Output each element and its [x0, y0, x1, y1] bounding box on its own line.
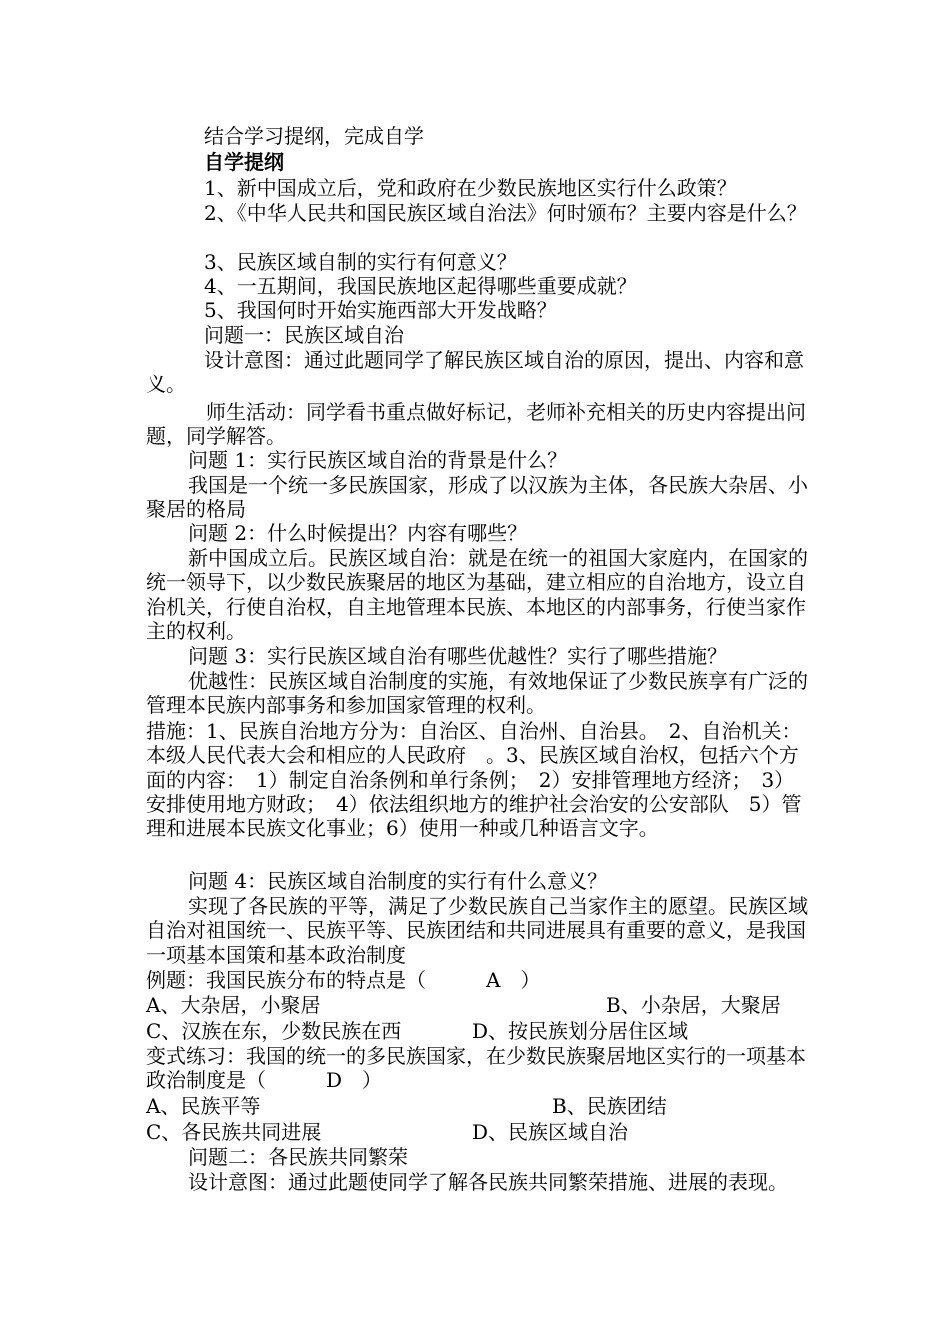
example-stem: 例题：我国民族分布的特点是（ A ）	[146, 968, 541, 992]
problem1-q4: 问题 4：民族区域自治制度的实行有什么意义？	[188, 869, 608, 893]
example-options-row-2	[146, 1019, 810, 1043]
problem1-a4: 实现了各民族的平等，满足了少数民族自己当家作主的愿望。民族区域自治对祖国统一、民族平等、民族团结和共同进展具有重要的意义，是我国一项基本国策和基本政治制度	[146, 894, 808, 967]
variant-option-d: D、民族区域自治	[472, 1120, 629, 1144]
problem1-measures: 措施：1、民族自治地方分为：自治区、自治州、自治县。 2、自治机关：本级人民代表大会和相应的人民政府 。3、民族区域自治权，包括六个方面的内容： 1）制定自治条例和单行条例； 2）安排管理地方经济； 3）安排使用地方财政； 4）依法组织地方的维护社会治安的公安部队 5）管理和进展本民族文化事业；6）使用一种或几种语言文字。	[146, 719, 802, 841]
example-options-row-1	[146, 993, 810, 1017]
example-option-a: A、大杂居，小聚居	[146, 993, 321, 1017]
problem2-design: 设计意图：通过此题使同学了解各民族共同繁荣措施、进展的表现。	[188, 1170, 788, 1194]
problem1-a3: 优越性：民族区域自治制度的实施，有效地保证了少数民族享有广泛的管理本民族内部事务和参加国家管理的权利。	[146, 669, 808, 718]
variant-option-c: C、各民族共同进展	[146, 1120, 322, 1144]
outline-q4: 4、一五期间，我国民族地区起得哪些重要成就？	[204, 274, 637, 298]
problem1-design: 设计意图：通过此题同学了解民族区域自治的原因，提出、内容和意义。	[146, 348, 804, 397]
variant-options-row-1	[146, 1094, 810, 1118]
outline-q1: 1、新中国成立后，党和政府在少数民族地区实行什么政策？	[204, 176, 737, 200]
problem1-activity: 师生活动：同学看书重点做好标记，老师补充相关的历史内容提出问题，同学解答。	[146, 400, 806, 449]
problem1-a1: 我国是一个统一多民族国家，形成了以汉族为主体，各民族大杂居、小聚居的格局	[146, 473, 808, 522]
outline-q3: 3、民族区域自制的实行有何意义？	[204, 250, 517, 274]
example-option-d: D、按民族划分居住区域	[472, 1019, 689, 1043]
problem2-title: 问题二：各民族共同繁荣	[188, 1145, 408, 1169]
problem1-title: 问题一：民族区域自治	[204, 323, 404, 347]
variant-options-row-2	[146, 1120, 810, 1144]
outline-q5: 5、我国何时开始实施西部大开发战略？	[204, 298, 557, 322]
variant-option-b: B、民族团结	[552, 1094, 667, 1118]
problem1-q3: 问题 3：实行民族区域自治有哪些优越性？实行了哪些措施？	[188, 644, 728, 668]
example-option-c: C、汉族在东，少数民族在西	[146, 1019, 402, 1043]
intro-line: 结合学习提纲，完成自学	[204, 124, 424, 148]
problem1-q1: 问题 1：实行民族区域自治的背景是什么？	[188, 448, 568, 472]
variant-option-a: A、民族平等	[146, 1094, 261, 1118]
problem1-q2: 问题 2：什么时候提出？内容有哪些？	[188, 521, 528, 545]
problem1-a2: 新中国成立后。民族区域自治：就是在统一的祖国大家庭内，在国家的统一领导下，以少数民族聚居的地区为基础，建立相应的自治地方，设立自治机关，行使自治权，自主地管理本民族、本地区的内部事务，行使当家作主的权利。	[146, 546, 808, 643]
example-option-b: B、小杂居，大聚居	[606, 993, 781, 1017]
outline-q2: 2、《中华人民共和国民族区域自治法》何时颁布？主要内容是什么？	[204, 201, 807, 225]
variant-stem: 变式练习：我国的统一的多民族国家，在少数民族聚居地区实行的一项基本政治制度是（ D ）	[146, 1044, 806, 1093]
outline-heading: 自学提纲	[204, 150, 284, 174]
